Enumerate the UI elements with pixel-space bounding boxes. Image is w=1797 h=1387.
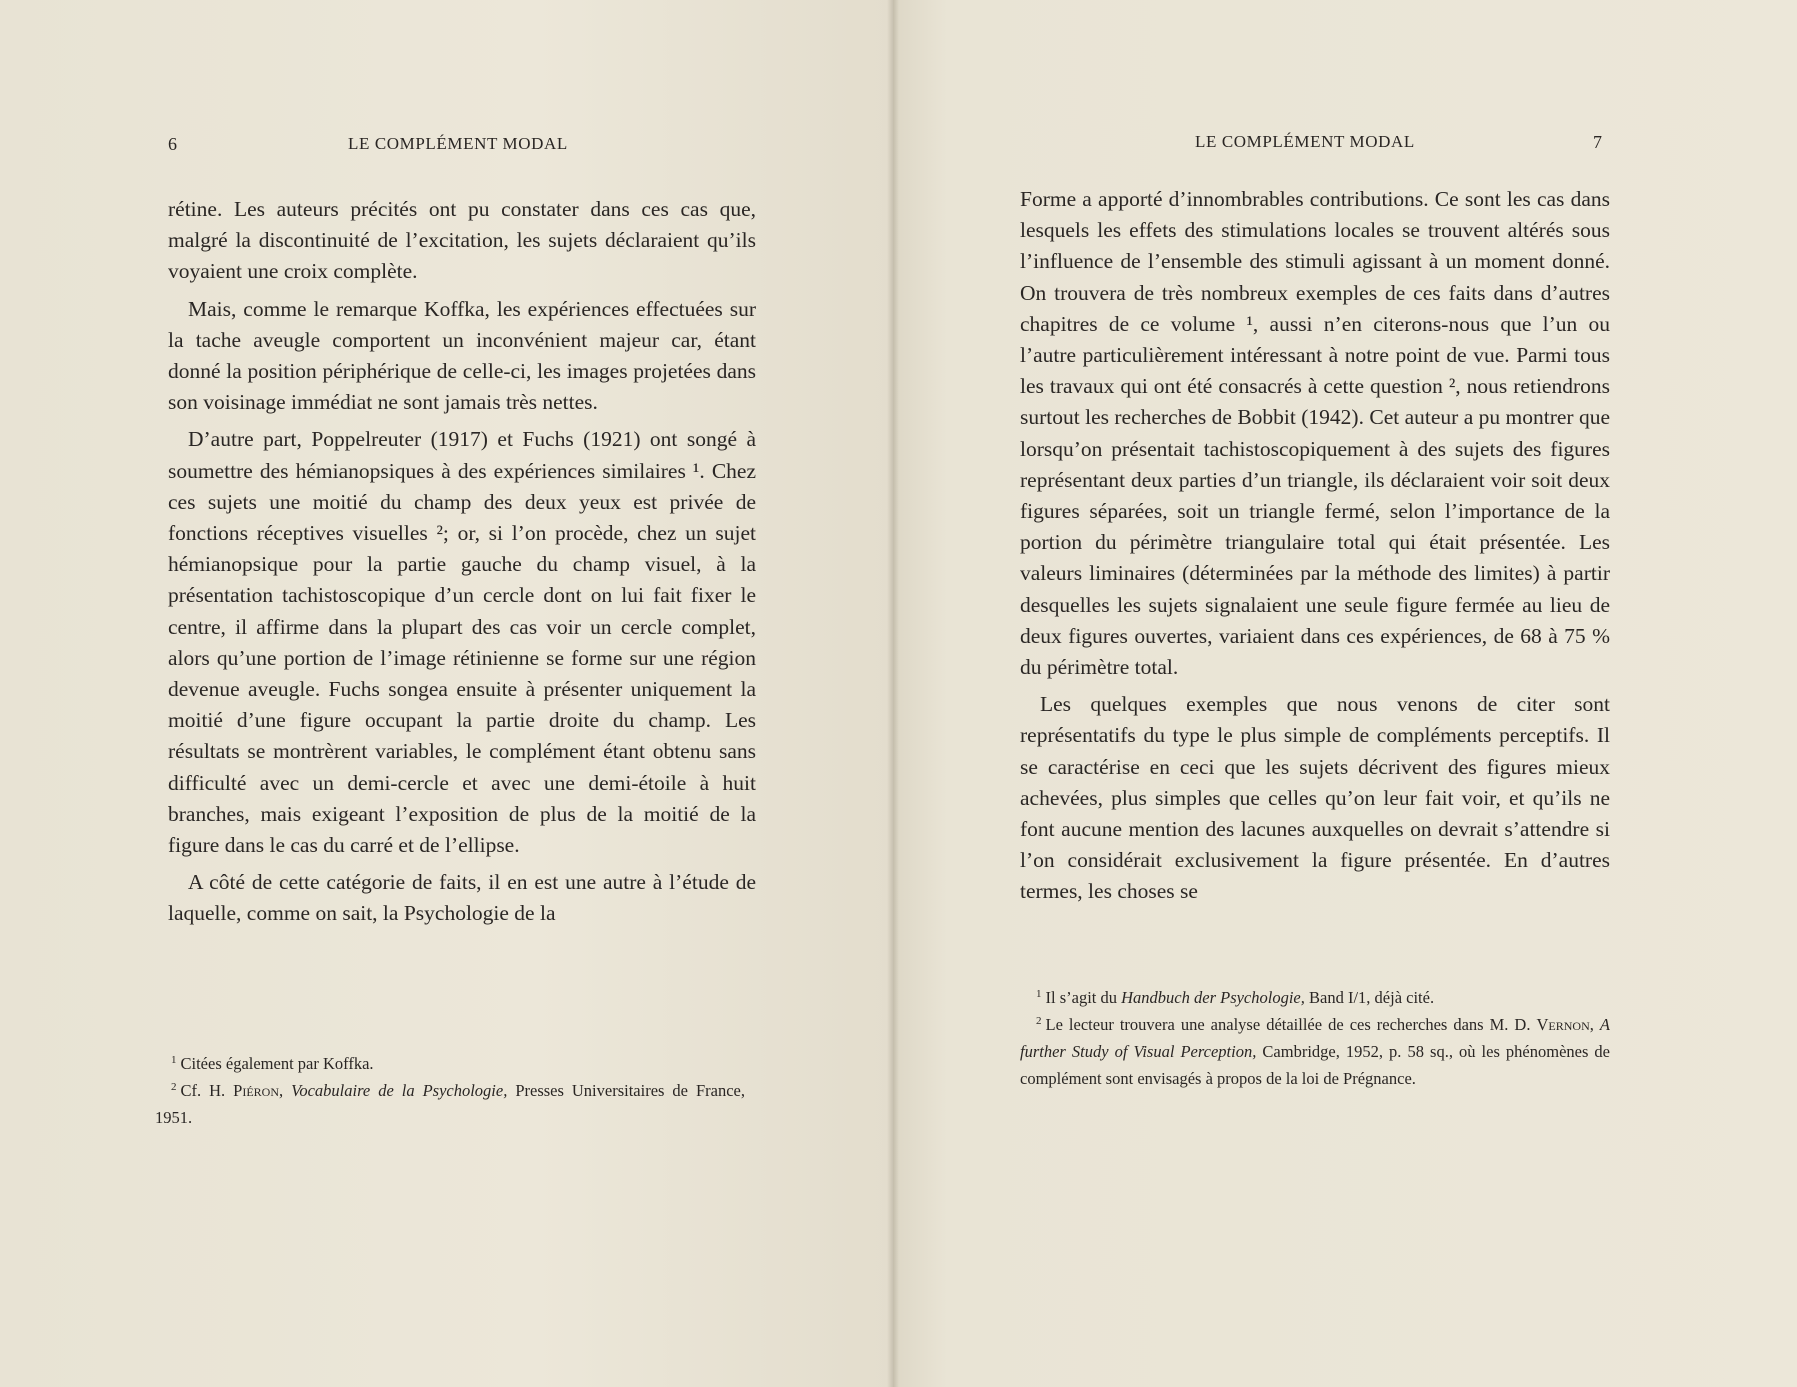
left-page [0,0,893,1387]
right-running-head: LE COMPLÉMENT MODAL [1195,132,1415,151]
footnote-suffix: Band I/1, déjà cité. [1309,988,1435,1007]
left-paragraph-3: D’autre part, Poppelreuter (1917) et Fuchs (1921) ont songé à soumettre des hémianopsiques à des expériences similaires ¹. Chez ces sujets une moitié du champ des deux yeux est privée de fonctions réceptives visuelles ²; or, si l’on procède, chez un sujet hémianopsique pour la partie gauche du champ visuel, à la présentation tachistoscopique d’un cercle dont on lui fait fixer le centre, il affirme dans la plupart des cas voir un cercle complet, alors qu’une portion de l’image rétinienne se forme sur une région devenue aveugle. Fuchs songea ensuite à présenter uniquement la moitié d’une figure occupant la partie droite du champ. Les résultats se montrèrent variables, le complément étant obtenu sans difficulté avec un demi-cercle et avec une demi-étoile à huit branches, mais exigeant l’exposition de plus de la moitié de la figure dans le cas du carré et de l’ellipse. [168,427,756,858]
left-paragraph-2: Mais, comme le remarque Koffka, les expériences effectuées sur la tache aveugle comportent un inconvénient majeur car, étant donné la position périphérique de celle-ci, les images projetées dans son voisinage immédiat ne sont jamais très nettes. [168,296,756,415]
footnote-author: Vernon, [1536,1015,1594,1034]
footnote-suffix: Presses Universitaires de France, 1951. [155,1081,746,1127]
footnote-marker: 2 [171,1080,177,1093]
right-paragraph-1: Forme a apporté d’innombrables contributions. Ce sont les cas dans lesquels les effets des stimulations locales se trouvent altérés sous l’influence de l’ensemble des stimuli agissant à un moment donné. On trouvera de très nombreux exemples de ces faits dans d’autres chapitres de ce volume ¹, aussi n’en citerons-nous que l’un ou l’autre particulièrement intéressant à notre point de vue. Parmi tous les travaux qui ont été consacrés à cette question ², nous retiendrons surtout les recherches de Bobbit (1942). Cet auteur a pu montrer que lorsqu’on présentait tachistoscopiquement à des sujets des figures représentant deux parties d’un triangle, ils déclaraient voir soit deux figures séparées, soit un triangle fermé, selon l’importance de la portion du périmètre triangulaire total qui était présentée. Les valeurs liminaires (déterminées par la méthode des limites) à partir desquelles les sujets signalaient une seule figure fermée au lieu de deux figures ouvertes, variaient dans ces expériences, de 68 à 75 % du périmètre total. [1020,187,1610,680]
right-page [893,0,1797,1387]
footnote-work-title: Vocabulaire de la Psychologie, [291,1081,508,1100]
footnote-marker: 1 [171,1053,177,1066]
left-page-number: 6 [168,134,177,154]
left-footnote-2 [155,1077,745,1131]
footnote-marker: 2 [1036,1014,1042,1027]
book-gutter [887,0,899,1387]
left-running-head: LE COMPLÉMENT MODAL [348,134,568,153]
right-paragraph-2: Les quelques exemples que nous venons de citer sont représentatifs du type le plus simple de compléments perceptifs. Il se caractérise en ceci que les sujets décrivent des figures mieux achevées, plus simples que celles qu’on leur fait voir, et qu’ils ne font aucune mention des lacunes auxquelles on devrait s’attendre si l’on considérait exclusivement la figure présentée. En d’autres termes, les choses se [1020,692,1610,904]
left-footnotes [155,1050,745,1131]
footnote-suffix: Cambridge, 1952, p. 58 sq., où les phénomènes de complément sont envisagés à propos de la loi de Prégnance. [1020,1042,1611,1088]
footnote-author: Piéron, [233,1081,284,1100]
footnote-prefix: Le lecteur trouvera une analyse détaillée de ces recherches dans M. D. [1045,1015,1531,1034]
footnote-work-title: Handbuch der Psychologie, [1121,988,1305,1007]
footnote-marker: 1 [1036,987,1042,1000]
footnote-prefix: Cf. H. [180,1081,226,1100]
footnote-text: Citées également par Koffka. [180,1054,374,1073]
right-body-text [1020,184,1610,914]
right-footnote-1 [1020,984,1610,1011]
left-paragraph-1: rétine. Les auteurs précités ont pu constater dans ces cas que, malgré la discontinuité de l’excitation, les sujets déclaraient qu’ils voyaient une croix complète. [168,197,756,284]
right-page-number: 7 [1593,132,1602,152]
left-paragraph-4: A côté de cette catégorie de faits, il en est une autre à l’étude de laquelle, comme on sait, la Psychologie de la [168,870,756,926]
right-footnotes [1020,984,1610,1092]
left-body-text [168,194,756,936]
footnote-prefix: Il s’agit du [1045,988,1117,1007]
right-footnote-2 [1020,1011,1610,1092]
footnote-work-title: A further Study of Visual Perception, [1020,1015,1611,1061]
left-footnote-1 [155,1050,745,1077]
